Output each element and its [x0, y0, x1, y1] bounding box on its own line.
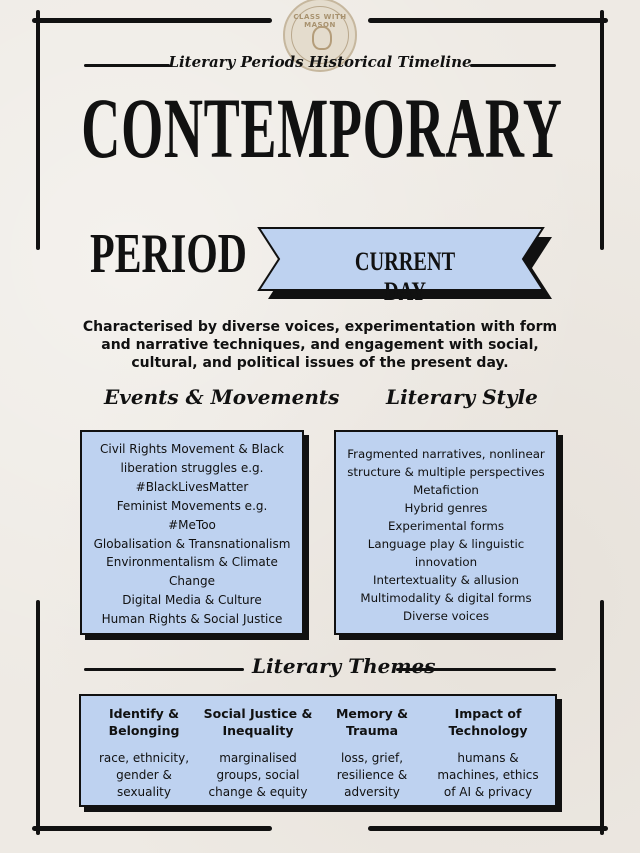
events-heading: Events & Movements — [104, 385, 340, 409]
style-item: Diverse voices — [403, 609, 489, 623]
events-item: liberation struggles e.g. — [120, 460, 264, 475]
frame-top-right — [368, 18, 608, 23]
frame-right-upper — [600, 10, 604, 250]
theme-item — [203, 705, 313, 801]
theme-description: race, ethnicity, gender & sexuality — [98, 751, 190, 799]
themes-heading: Literary Themes — [252, 654, 436, 678]
style-item: innovation — [414, 555, 478, 569]
logo-portrait-icon — [312, 26, 332, 50]
style-heading: Literary Style — [386, 385, 538, 409]
events-item: Change — [169, 574, 215, 589]
theme-description: humans & machines, ethics of AI & privacy — [437, 751, 539, 799]
style-item: Intertextuality & allusion — [373, 573, 519, 587]
style-item: Language play & linguistic — [367, 537, 525, 551]
themes-rule-left — [84, 668, 244, 671]
theme-title: Memory & Trauma — [335, 706, 409, 738]
theme-title: Impact of Technology — [448, 706, 528, 738]
frame-left-upper — [36, 10, 40, 250]
theme-item — [89, 705, 199, 801]
events-item: Globalisation & Transnationalism — [93, 536, 291, 551]
events-item: Digital Media & Culture — [122, 593, 262, 608]
banner-label: CURRENT DAY — [354, 247, 456, 306]
period-description: Characterised by diverse voices, experimentation with form and narrative techniques, and engagement with social, cultural, and political issues of the present day. — [82, 319, 558, 371]
style-item: Fragmented narratives, nonlinear — [347, 447, 545, 461]
style-item: Experimental forms — [387, 519, 505, 533]
theme-description: marginalised groups, social change & equity — [208, 751, 308, 799]
page-title-second: PERIOD — [90, 223, 247, 285]
events-box — [80, 430, 304, 635]
events-item: #BlackLivesMatter — [135, 479, 249, 494]
events-item: Human Rights & Social Justice — [101, 612, 283, 627]
frame-bottom-left — [32, 826, 272, 831]
frame-right-lower — [600, 600, 604, 835]
theme-title: Identify & Belonging — [108, 706, 180, 738]
style-box — [334, 430, 558, 635]
theme-description: loss, grief, resilience & adversity — [336, 751, 408, 799]
style-item: structure & multiple perspectives — [347, 465, 545, 479]
page-subtitle: Literary Periods Historical Timeline — [168, 53, 472, 71]
events-item: Feminist Movements e.g. — [116, 498, 268, 513]
frame-left-lower — [36, 600, 40, 835]
style-item: Hybrid genres — [404, 501, 488, 515]
events-item: Environmentalism & Climate — [106, 555, 278, 570]
frame-bottom-right — [368, 826, 608, 831]
theme-item — [317, 705, 427, 801]
events-item: Civil Rights Movement & Black — [100, 442, 284, 456]
logo-text: CLASS WITH MASON — [293, 13, 347, 29]
events-item: #MeToo — [168, 517, 216, 532]
theme-title: Social Justice & Inequality — [203, 706, 313, 738]
theme-item — [433, 705, 543, 801]
page-title: CONTEMPORARY — [81, 80, 563, 176]
style-item: Metafiction — [413, 483, 479, 497]
themes-box — [79, 694, 557, 807]
frame-top-left — [32, 18, 272, 23]
style-item: Multimodality & digital forms — [360, 591, 532, 605]
